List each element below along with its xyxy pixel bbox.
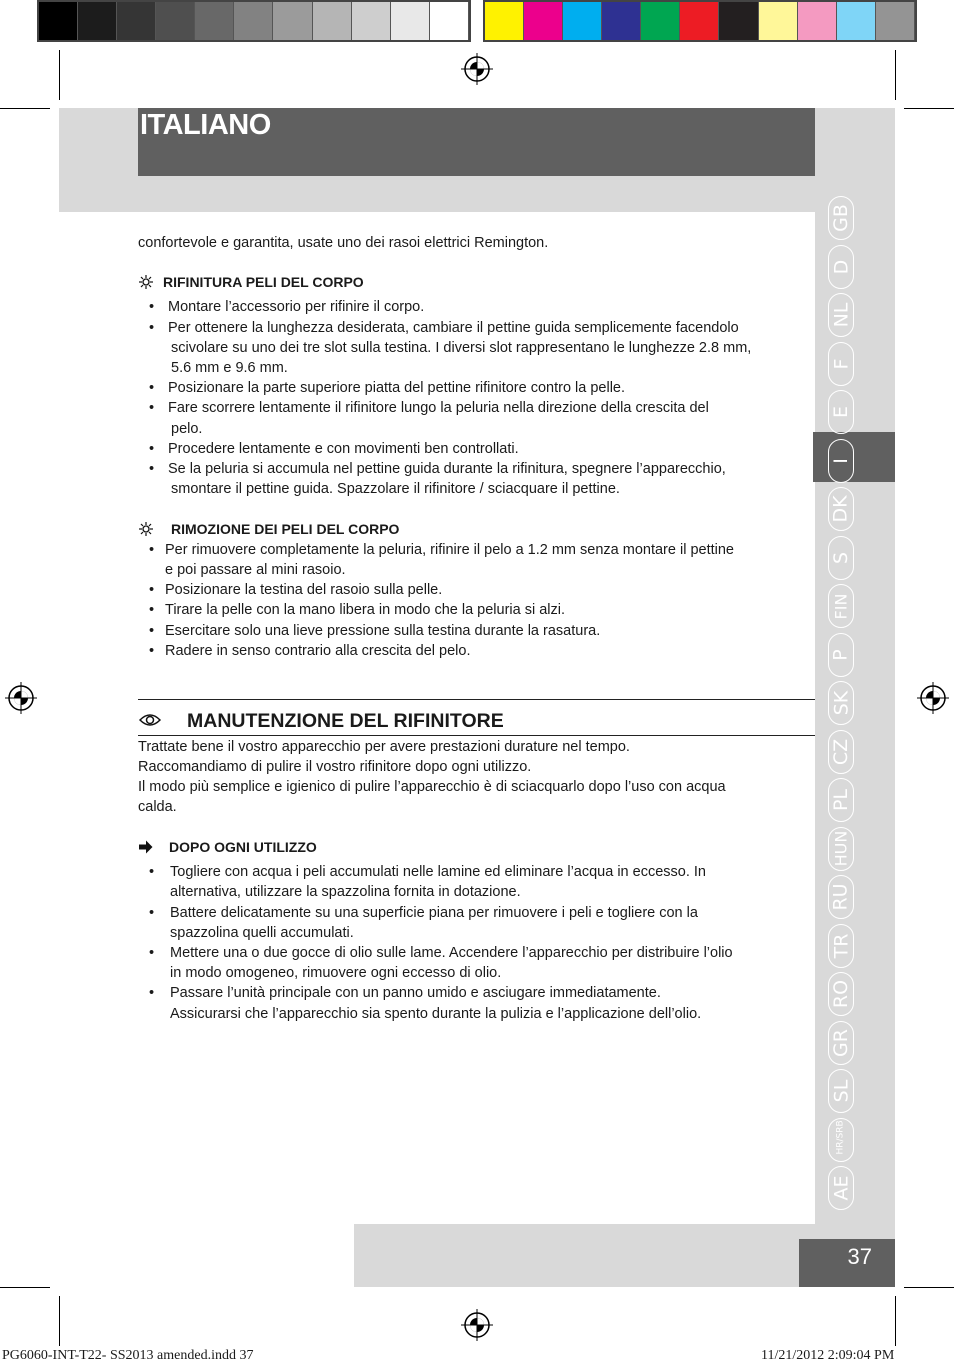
section-heading: RIFINITURA PELI DEL CORPO — [163, 274, 364, 290]
paragraph-line: calda. — [138, 799, 177, 815]
color-swatch — [680, 2, 719, 40]
section-rule-top — [138, 699, 815, 700]
language-tab-label: HR/SRB — [835, 1120, 846, 1155]
list-item: Mettere una o due gocce di olio sulle lame. Accendere l’apparecchio per distribuire l’olio — [170, 945, 733, 961]
list-item: Fare scorrere lentamente il rifinitore lungo la peluria nella direzione della crescita del — [168, 400, 709, 416]
color-swatch — [641, 2, 680, 40]
language-tab-label: SK — [830, 690, 852, 716]
bullet-dot: • — [149, 602, 155, 618]
list-item: Per ottenere la lunghezza desiderata, cambiare il pettine guida semplicemente facendolo — [168, 320, 739, 336]
registration-mark-icon — [461, 1309, 493, 1341]
list-item: Tirare la pelle con la mano libera in modo che la peluria si alzi. — [165, 602, 566, 618]
language-tab-label: P — [830, 648, 852, 661]
language-strip — [815, 212, 895, 1224]
bullet-dot: • — [149, 400, 155, 416]
crop-mark — [59, 50, 60, 100]
list-item: Posizionare la testina del rasoio sulla pelle. — [165, 582, 443, 598]
bullet-dot: • — [149, 299, 155, 315]
bullet-dot: • — [149, 623, 155, 639]
list-item: Per rimuovere completamente la peluria, rifinire il pelo a 1.2 mm senza montare il pettine — [165, 542, 734, 558]
bullet-dot: • — [149, 380, 155, 396]
list-item-continued: scivolare su uno dei tre slot sulla testina. I diversi slot rappresentano le lunghezze 2.8 mm, — [171, 340, 752, 356]
language-tab-label: SL — [830, 1079, 852, 1103]
crop-mark — [904, 108, 954, 109]
paragraph-line: Il modo più semplice e igienico di pulire l’apparecchio è di sciacquarlo dopo l’uso con acqua — [138, 779, 726, 795]
list-item-continued: Assicurarsi che l’apparecchio sia spento durante la pulizia e l’applicazione dell’olio. — [170, 1006, 702, 1022]
color-swatch — [563, 2, 602, 40]
language-tab-ro[interactable] — [828, 972, 854, 1016]
language-tab-s[interactable] — [828, 536, 854, 580]
language-tab-f[interactable] — [828, 342, 854, 386]
crop-mark — [895, 1296, 896, 1346]
page-number: 37 — [847, 1244, 872, 1269]
crop-mark — [59, 1296, 60, 1346]
list-item-continued: e poi passare al mini rasoio. — [165, 562, 346, 578]
language-tab-label: GB — [830, 204, 853, 232]
print-slug-file: PG6060-INT-T22- SS2013 amended.indd 37 — [2, 1348, 254, 1363]
bullet-dot: • — [149, 985, 155, 1001]
language-tab-sl[interactable] — [828, 1069, 854, 1113]
registration-mark-icon — [917, 682, 949, 714]
list-item: Radere in senso contrario alla crescita del pelo. — [165, 643, 471, 659]
list-item: Togliere con acqua i peli accumulati nelle lamine ed eliminare l’acqua in eccesso. In — [170, 864, 706, 880]
section-rule-bottom — [138, 735, 815, 736]
bullet-dot: • — [149, 582, 155, 598]
color-swatch — [485, 2, 524, 40]
language-tab-label: I — [829, 457, 852, 464]
list-item-continued: alternativa, utilizzare la spazzolina fornita in dotazione. — [170, 884, 521, 900]
color-swatch — [524, 2, 563, 40]
color-swatch — [156, 2, 195, 40]
sub-heading: DOPO OGNI UTILIZZO — [169, 839, 317, 855]
color-swatch — [273, 2, 312, 40]
print-slug-date: 11/21/2012 2:09:04 PM — [761, 1348, 895, 1363]
language-tab-label: GR — [830, 1028, 852, 1057]
list-item-continued: pelo. — [171, 421, 203, 437]
color-swatch — [391, 2, 430, 40]
color-swatch — [430, 2, 469, 40]
language-tab-fin[interactable] — [828, 584, 854, 628]
bullet-dot: • — [149, 864, 155, 880]
language-tab-label: FIN — [831, 593, 851, 619]
bullet-dot: • — [149, 643, 155, 659]
language-tab-label: TR — [830, 933, 852, 958]
crop-mark — [904, 1287, 954, 1288]
language-tab-label: AE — [830, 1175, 853, 1201]
section-heading: RIMOZIONE DEI PELI DEL CORPO — [171, 521, 400, 537]
eye-icon — [139, 711, 161, 729]
list-item: Posizionare la parte superiore piatta del pettine rifinitore contro la pelle. — [168, 380, 626, 396]
color-swatch — [352, 2, 391, 40]
language-tab-nl[interactable] — [828, 293, 854, 337]
language-tab-label: E — [829, 405, 852, 419]
page-title: ITALIANO — [140, 109, 271, 141]
color-swatch — [117, 2, 156, 40]
bullet-dot: • — [149, 461, 155, 477]
list-item: Montare l’accessorio per rifinire il corpo. — [168, 299, 425, 315]
list-item: Esercitare solo una lieve pressione sulla testina durante la rasatura. — [165, 623, 601, 639]
language-tab-label: RO — [830, 979, 853, 1009]
crop-mark — [895, 50, 896, 100]
language-tab-ae[interactable] — [828, 1166, 854, 1210]
gray-calibration-bar — [37, 0, 471, 42]
language-tab-dk[interactable] — [828, 487, 854, 531]
language-tab-label: NL — [830, 302, 852, 328]
language-tab-p[interactable] — [828, 633, 854, 677]
color-swatch — [798, 2, 837, 40]
list-item-continued: 5.6 mm e 9.6 mm. — [171, 360, 288, 376]
list-item-continued: in modo omogeneo, rimuovere ogni eccesso di olio. — [170, 965, 502, 981]
bullet-dot: • — [149, 905, 155, 921]
paragraph-line: Trattate bene il vostro apparecchio per avere prestazioni durature nel tempo. — [138, 739, 630, 755]
bullet-dot: • — [149, 542, 155, 558]
bullet-dot: • — [149, 945, 155, 961]
color-swatch — [313, 2, 352, 40]
language-tab-sk[interactable] — [828, 681, 854, 725]
crop-mark — [0, 1287, 50, 1288]
language-tab-e[interactable] — [828, 390, 854, 434]
language-tab-hun[interactable] — [828, 827, 854, 871]
language-tab-ru[interactable] — [828, 875, 854, 919]
list-item: Procedere lentamente e con movimenti ben controllati. — [168, 441, 519, 457]
list-item-continued: smontare il pettine guida. Spazzolare il rifinitore / sciacquare il pettine. — [171, 481, 620, 497]
language-tab-d[interactable] — [828, 245, 854, 289]
color-calibration-bar — [483, 0, 917, 42]
sun-icon — [139, 275, 153, 289]
bullet-dot: • — [149, 320, 155, 336]
registration-mark-icon — [5, 682, 37, 714]
section-title: MANUTENZIONE DEL RIFINITORE — [187, 710, 504, 732]
list-item-continued: spazzolina quelli accumulati. — [170, 925, 354, 941]
language-tab-label: RU — [830, 883, 853, 911]
color-swatch — [78, 2, 117, 40]
color-swatch — [719, 2, 758, 40]
language-tab-label: HUN — [831, 830, 851, 867]
color-swatch — [602, 2, 641, 40]
color-swatch — [195, 2, 234, 40]
color-swatch — [234, 2, 273, 40]
arrow-right-icon — [139, 840, 153, 854]
language-tab-gb[interactable] — [828, 196, 854, 240]
language-tab-label: PL — [829, 788, 852, 812]
list-item: Battere delicatamente su una superficie piana per rimuovere i peli e togliere con la — [170, 905, 698, 921]
language-tab-cz[interactable] — [828, 730, 854, 774]
color-swatch — [837, 2, 876, 40]
intro-text: confortevole e garantita, usate uno dei rasoi elettrici Remington. — [138, 235, 549, 251]
bullet-dot: • — [149, 441, 155, 457]
list-item: Passare l’unità principale con un panno umido e asciugare immediatamente. — [170, 985, 661, 1001]
color-swatch — [759, 2, 798, 40]
language-tab-tr[interactable] — [828, 924, 854, 968]
language-tab-label: F — [830, 358, 852, 369]
language-tab-label: DK — [830, 495, 852, 523]
color-swatch — [876, 2, 915, 40]
language-tab-label: S — [830, 551, 852, 564]
color-swatch — [39, 2, 78, 40]
crop-mark — [0, 108, 50, 109]
language-tab-pl[interactable] — [828, 778, 854, 822]
active-tab-highlight — [813, 432, 895, 482]
registration-mark-icon — [461, 53, 493, 85]
language-tab-label: CZ — [830, 738, 853, 765]
sun-icon — [139, 522, 153, 536]
paragraph-line: Raccomandiamo di pulire il vostro rifinitore dopo ogni utilizzo. — [138, 759, 532, 775]
language-tab-label: D — [829, 259, 852, 274]
language-tab-hr-srb[interactable] — [828, 1118, 854, 1162]
language-tab-gr[interactable] — [828, 1021, 854, 1065]
list-item: Se la peluria si accumula nel pettine guida durante la rifinitura, spegnere l’apparecchio, — [168, 461, 726, 477]
language-tab-i[interactable] — [828, 439, 854, 483]
